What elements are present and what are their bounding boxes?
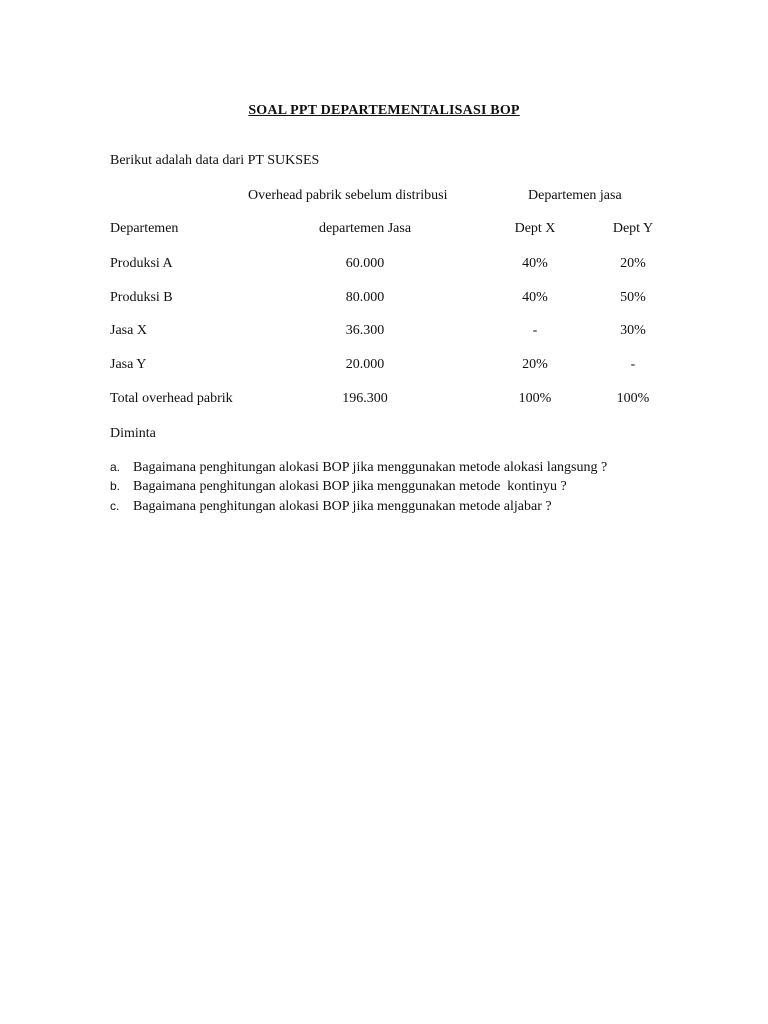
row-label: Jasa Y: [110, 357, 147, 372]
row-dept-x: 40%: [522, 290, 548, 305]
header-overhead: Overhead pabrik sebelum distribusi: [248, 188, 448, 203]
row-dept-y: -: [630, 357, 636, 372]
row-value: 60.000: [345, 256, 385, 271]
intro-text: Berikut adalah data dari PT SUKSES: [110, 153, 320, 168]
row-label: Produksi B: [110, 290, 173, 305]
header-departemen-jasa-col: departemen Jasa: [318, 221, 412, 236]
header-departemen: Departemen: [110, 221, 179, 236]
row-value: 20.000: [345, 357, 385, 372]
row-dept-x: 40%: [522, 256, 548, 271]
document-title: SOAL PPT DEPARTEMENTALISASI BOP: [248, 103, 520, 118]
row-dept-y: 100%: [616, 391, 650, 406]
row-value: 196.300: [342, 391, 388, 406]
question-text: Bagaimana penghitungan alokasi BOP jika menggunakan metode aljabar ?: [133, 499, 552, 514]
list-letter: c.: [110, 499, 120, 513]
list-item: [110, 498, 552, 515]
diminta-label: Diminta: [110, 426, 156, 441]
header-dept-x: Dept X: [514, 221, 556, 236]
question-text: Bagaimana penghitungan alokasi BOP jika menggunakan metode alokasi langsung ?: [133, 460, 608, 475]
list-item: [110, 459, 607, 476]
row-label: Jasa X: [110, 323, 147, 338]
row-label: Produksi A: [110, 256, 173, 271]
row-dept-x: 100%: [518, 391, 552, 406]
row-dept-y: 50%: [620, 290, 646, 305]
question-text: Bagaimana penghitungan alokasi BOP jika menggunakan metode kontinyu ?: [133, 479, 567, 494]
row-dept-x: 20%: [522, 357, 548, 372]
header-dept-y: Dept Y: [612, 221, 654, 236]
header-departemen-jasa: Departemen jasa: [528, 188, 622, 203]
list-letter: a.: [110, 460, 121, 474]
row-dept-y: 20%: [620, 256, 646, 271]
row-value: 80.000: [345, 290, 385, 305]
list-letter: b.: [110, 479, 121, 493]
row-dept-y: 30%: [620, 323, 646, 338]
row-value: 36.300: [345, 323, 385, 338]
row-label: Total overhead pabrik: [110, 391, 233, 406]
row-dept-x: -: [532, 323, 538, 338]
list-item: [110, 478, 567, 495]
